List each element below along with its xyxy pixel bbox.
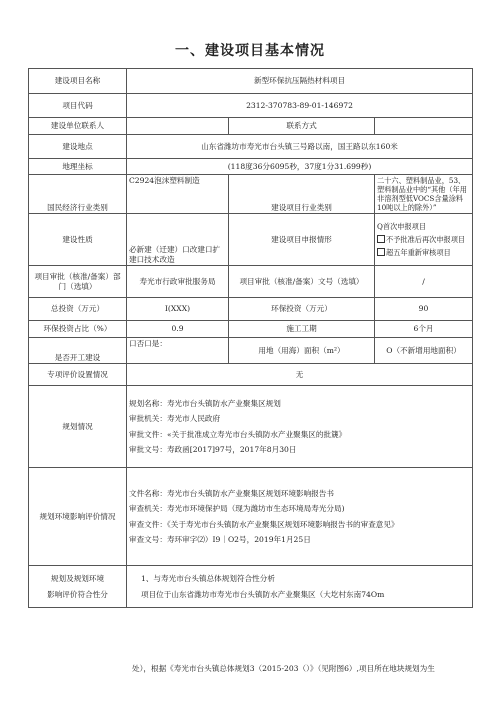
label-env-investment: 环保投资（万元） — [229, 298, 375, 321]
value-land-area: O（不新增用地面积） — [375, 338, 473, 364]
label-planning: 规划情况 — [29, 386, 127, 468]
planning-eia-line: 审查文件：《关于寿光市台头镇防水产业聚集区规划环境影响报告书的审查意见》 — [129, 519, 399, 529]
value-project-industry: 二十六、塑料制品业，53、塑料制品业中的“其他（年用非溶剂型低VOCS含量涂料10吨以上的除外）” — [375, 175, 473, 214]
value-total-investment: I(XXX) — [127, 298, 229, 321]
label-coords: 地理坐标 — [29, 159, 127, 175]
label-special: 专项评价设置情况 — [29, 364, 127, 386]
label-construction-period: 施工工期 — [229, 321, 375, 338]
label-project-code: 项目代码 — [29, 94, 127, 118]
row-planning-eia — [29, 468, 473, 566]
planning-line: 审批机关：寿光市人民政府 — [129, 414, 221, 424]
row-approval — [29, 266, 473, 298]
row-investment — [29, 298, 473, 321]
option-first: Q首次申报项目 — [377, 222, 427, 231]
label-planning-eia: 规划环境影响评价情况 — [29, 468, 127, 566]
row-project-code — [29, 94, 473, 118]
planning-line: 规划名称：寿光市台头镇防水产业聚集区规划 — [129, 398, 281, 408]
planning-line: 审批文号：寿政函[2017]97号，2017年8月30日 — [129, 444, 297, 454]
value-env-investment: 90 — [375, 298, 473, 321]
label-project-name: 建设项目名称 — [29, 69, 127, 94]
row-location — [29, 135, 473, 159]
label-declaration: 建设项目申报情形 — [229, 214, 375, 266]
value-construction-period: 6个月 — [375, 321, 473, 338]
value-conformity — [127, 566, 473, 608]
value-industry: C2924泡沫塑料制造 — [127, 175, 229, 214]
value-contact-method — [375, 118, 473, 135]
label-contact: 建设单位联系人 — [29, 118, 127, 135]
label-location: 建设地点 — [29, 135, 127, 159]
label-project-industry: 建设项目行业类别 — [229, 175, 375, 214]
conformity-line: 1、与寿光市台头镇总体规划符合性分析 — [141, 574, 275, 584]
value-nature: 必新建（迁建）口改建口扩建口技术改造 — [127, 214, 229, 266]
planning-eia-line: 审查机关：寿光市环境保护局（现为潍坊市生态环境局寿光分局) — [129, 504, 345, 514]
label-industry: 国民经济行业类别 — [29, 175, 127, 214]
checkbox-icon — [377, 248, 385, 256]
declaration-options — [375, 214, 473, 266]
value-env-ratio: 0.9 — [127, 321, 229, 338]
label-approval-no: 项目审批（核准/备案）文号（选填） — [229, 266, 375, 298]
row-special — [29, 364, 473, 386]
checkbox-icon — [377, 235, 385, 243]
label-approval-dept: 项目审批（核准/备案）部门（选填） — [29, 266, 127, 298]
value-started: 口否口是： — [127, 338, 229, 364]
continuation-text: 处），根据《寿光市台头镇总体规划3（2015-203（）》（见附图6）,项目所在地块规划为生 — [132, 664, 435, 673]
row-project-name — [29, 69, 473, 94]
label-nature: 建设性质 — [29, 214, 127, 266]
value-location: 山东省潍坊市寿光市台头镇三号路以南，国王路以东160米 — [127, 135, 473, 159]
row-contact — [29, 118, 473, 135]
planning-eia-line: 文件名称：寿光市台头镇防水产业聚集区规划环境影响报告书 — [129, 488, 335, 498]
option-five-year: 超五年重新审核项目 — [377, 246, 470, 259]
row-conformity — [29, 566, 473, 608]
project-info-table — [28, 68, 473, 608]
row-env-ratio — [29, 321, 473, 338]
value-special: 无 — [127, 364, 473, 386]
label-land-area: 用地（用海）面积（m²） — [229, 338, 375, 364]
planning-line: 审批文件：«关于批准成立寿光市台头镇防水产业聚集区的批篪》 — [129, 429, 347, 439]
value-approval-dept: 寿光市行政审批服务局 — [127, 266, 229, 298]
value-project-name: 新型环保抗压隔热材料项目 — [127, 69, 473, 94]
label-contact-method: 联系方式 — [229, 118, 375, 135]
value-approval-no: / — [375, 266, 473, 298]
value-coords: (118度36分6095秒，37度1分31.699秒) — [127, 159, 473, 175]
label-conformity: 规划及规划环境 影响评价符合性分 — [29, 566, 127, 608]
row-nature — [29, 214, 473, 266]
value-contact — [127, 118, 229, 135]
row-industry — [29, 175, 473, 214]
row-coords — [29, 159, 473, 175]
option-resubmit: 不予批准后再次申报项目 — [377, 233, 470, 246]
value-planning — [127, 386, 473, 468]
value-project-code: 2312-370783-89-01-146972 — [127, 94, 473, 118]
label-total-investment: 总投资（万元） — [29, 298, 127, 321]
row-started — [29, 338, 473, 364]
label-env-ratio: 环保投资占比（%） — [29, 321, 127, 338]
page-title: 一、建设项目基本情况 — [175, 43, 325, 59]
label-started: 是否开工建设 — [29, 338, 127, 364]
value-planning-eia — [127, 468, 473, 566]
row-planning — [29, 386, 473, 468]
planning-eia-line: 审查文号：寿环审字⑵）I9｜O2号，2019年1月25日 — [129, 534, 311, 544]
conformity-line: 项目位于山东省潍坊市寿光市台头镇防水产业聚集区（大圪村东南74Om — [141, 589, 385, 599]
